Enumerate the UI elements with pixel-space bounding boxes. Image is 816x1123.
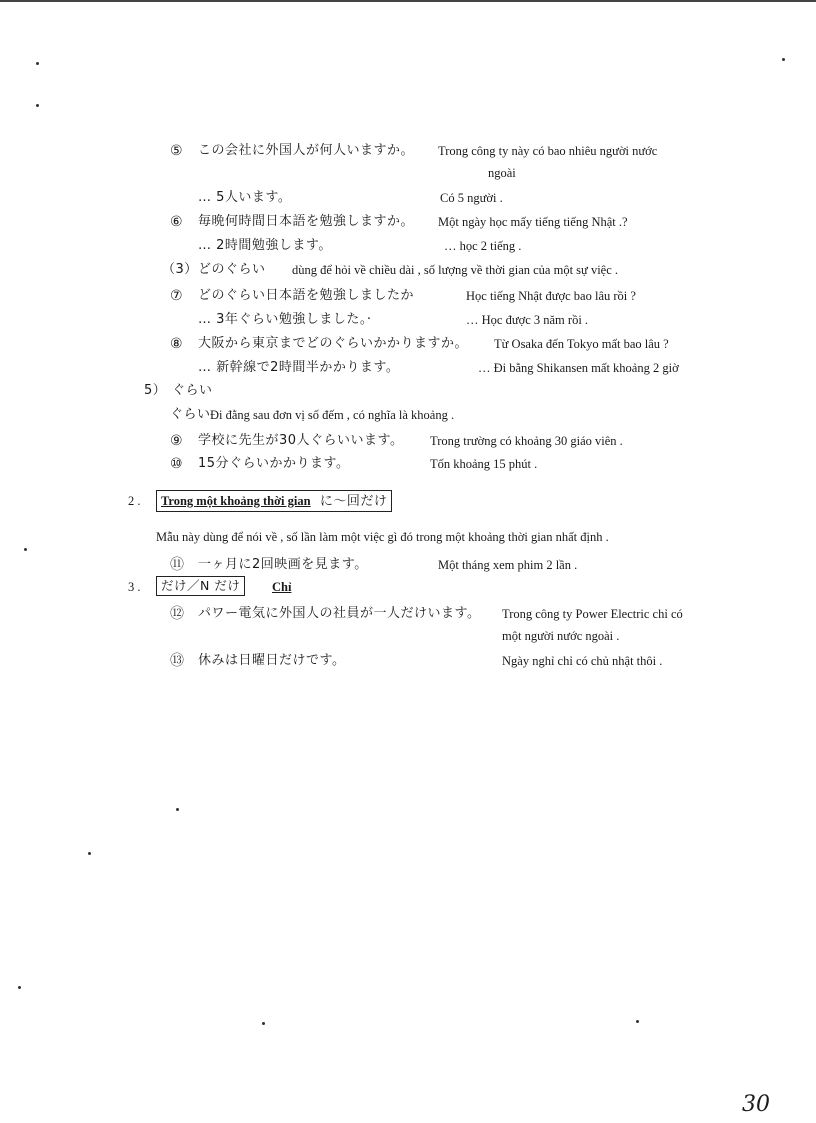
section-label: 5） — [144, 383, 167, 398]
example-number: ⑫ — [170, 606, 184, 622]
section-keyword: ぐらい — [172, 383, 213, 398]
example-number: ⑩ — [170, 456, 183, 472]
answer-vietnamese: … Học được 3 năm rồi . — [466, 313, 589, 327]
example-vietnamese: Ngày nghỉ chỉ có chủ nhật thôi . — [502, 654, 663, 668]
subsection-keyword: どのぐらい — [198, 262, 266, 277]
answer-japanese: … 2時間勉強します。 — [198, 238, 332, 253]
example-japanese: 毎晩何時間日本語を勉強しますか。 — [198, 214, 415, 229]
example-number: ⑨ — [170, 433, 183, 449]
section-number: 3 . — [128, 580, 141, 594]
section-heading-vietnamese: Chỉ — [272, 580, 292, 594]
example-vietnamese: Một ngày học mấy tiếng tiếng Nhật .? — [438, 215, 628, 229]
scan-speck — [24, 548, 27, 551]
example-japanese: 休みは日曜日だけです。 — [198, 653, 346, 668]
example-number: ⑬ — [170, 653, 184, 669]
example-vietnamese: Trong công ty này có bao nhiêu người nước — [438, 144, 658, 158]
scan-speck — [36, 62, 39, 65]
example-vietnamese-cont: một người nước ngoài . — [502, 629, 620, 643]
section-description: Đi đằng sau đơn vị số đếm , có nghĩa là khoảng . — [210, 408, 455, 422]
example-japanese: 学校に先生が30人ぐらいいます。 — [198, 433, 404, 448]
example-vietnamese: Học tiếng Nhật được bao lâu rồi ? — [466, 289, 636, 303]
example-vietnamese: Một tháng xem phim 2 lần . — [438, 558, 578, 572]
example-japanese: この会社に外国人が何人いますか。 — [198, 143, 415, 158]
scan-speck — [176, 808, 179, 811]
answer-japanese: … 新幹線で2時間半かかります。 — [198, 360, 400, 375]
scan-speck — [782, 58, 785, 61]
section-number: 2 . — [128, 494, 141, 508]
answer-vietnamese: … học 2 tiếng . — [444, 239, 522, 253]
section-heading-vietnamese: Trong một khoảng thời gian — [161, 494, 311, 508]
example-vietnamese: Tốn khoảng 15 phút . — [430, 457, 538, 471]
example-japanese: パワー電気に外国人の社員が一人だけいます。 — [198, 606, 481, 621]
scan-speck — [18, 986, 21, 989]
section-heading-box — [156, 490, 392, 512]
scan-speck — [262, 1022, 265, 1025]
description-keyword: ぐらい — [170, 407, 211, 422]
example-number: ⑤ — [170, 143, 183, 159]
example-japanese: どのぐらい日本語を勉強しましたか — [198, 288, 415, 303]
example-vietnamese: Trong công ty Power Electric chỉ có — [502, 607, 683, 621]
scan-speck — [88, 852, 91, 855]
example-number: ⑪ — [170, 557, 184, 573]
page-number: 30 — [742, 1092, 770, 1117]
subsection-description: dùng để hỏi về chiều dài , số lượng về thời gian của một sự việc . — [292, 263, 619, 277]
section-heading-box: だけ／N だけ — [156, 576, 245, 596]
scan-speck — [636, 1020, 639, 1023]
example-japanese: 大阪から東京までどのぐらいかかりますか。 — [198, 336, 469, 351]
answer-vietnamese: … Đi bằng Shikansen mất khoảng 2 giờ — [478, 361, 679, 375]
example-number: ⑥ — [170, 214, 183, 230]
example-number: ⑦ — [170, 288, 183, 304]
example-number: ⑧ — [170, 336, 183, 352]
answer-vietnamese: Có 5 người . — [440, 191, 503, 205]
section-description: Mẫu này dùng để nói về , số lần làm một việc gì đó trong một khoảng thời gian nhất định . — [156, 530, 609, 544]
section-heading-japanese: に〜回だけ — [319, 494, 388, 509]
top-border — [0, 0, 816, 2]
subsection-label: （3） — [162, 262, 198, 277]
example-vietnamese: Trong trường có khoảng 30 giáo viên . — [430, 434, 623, 448]
answer-japanese: … 3年ぐらい勉強しました。· — [198, 312, 372, 327]
example-vietnamese: Từ Osaka đến Tokyo mất bao lâu ? — [494, 337, 669, 351]
example-japanese: 15分ぐらいかかります。 — [198, 456, 350, 471]
answer-japanese: … 5人います。 — [198, 190, 292, 205]
example-vietnamese-cont: ngoài — [488, 166, 516, 180]
scan-speck — [36, 104, 39, 107]
example-japanese: 一ヶ月に2回映画を見ます。 — [198, 557, 368, 572]
